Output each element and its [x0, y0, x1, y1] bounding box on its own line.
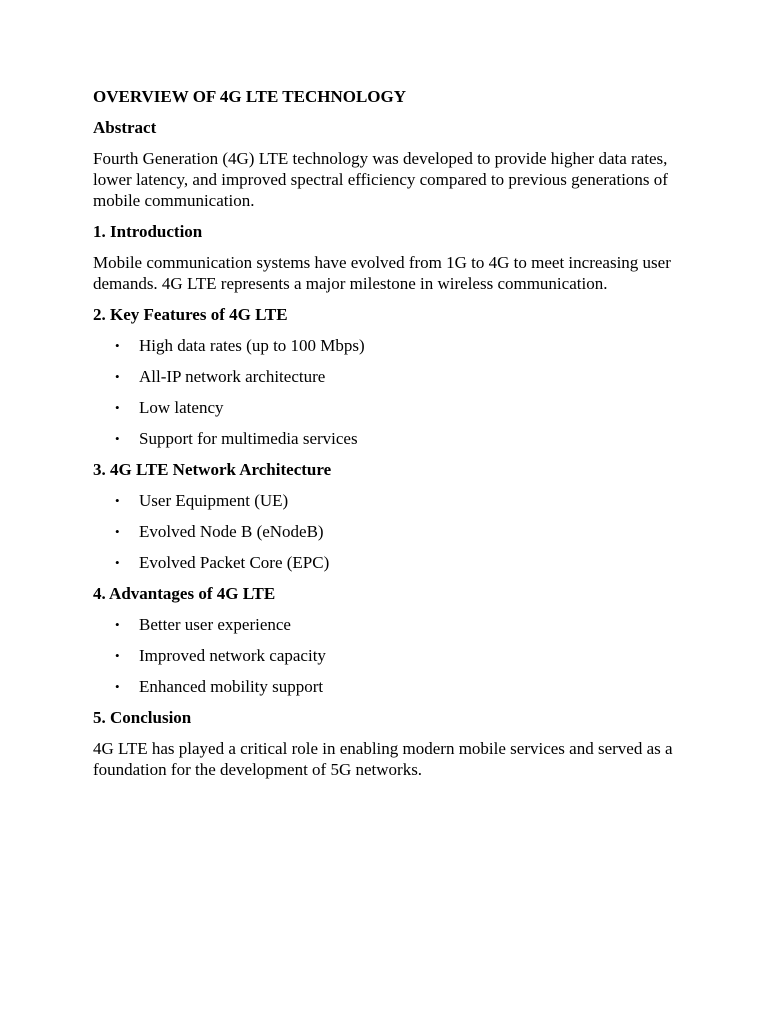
- list-item: [93, 552, 693, 574]
- section-text-conclusion: 4G LTE has played a critical role in enabling modern mobile services and served as a foundation for the development of 5G networks.: [93, 739, 673, 779]
- key-features-list: [93, 335, 693, 450]
- list-item: [93, 428, 693, 450]
- list-item: [93, 645, 693, 667]
- list-item-text: High data rates (up to 100 Mbps): [139, 336, 365, 355]
- document-title: OVERVIEW OF 4G LTE TECHNOLOGY: [93, 87, 407, 106]
- list-item: [93, 335, 693, 357]
- list-item-text: Evolved Node B (eNodeB): [139, 522, 324, 541]
- list-item: [93, 366, 693, 388]
- section-heading-conclusion: 5. Conclusion: [93, 708, 192, 727]
- bullet-icon: •: [115, 524, 120, 539]
- section-heading-key-features: 2. Key Features of 4G LTE: [93, 305, 288, 324]
- list-item: [93, 490, 693, 512]
- list-item-text: Enhanced mobility support: [139, 677, 324, 696]
- section-text-introduction: Mobile communication systems have evolved from 1G to 4G to meet increasing user demands. 4G LTE represents a major milestone in wireless communication.: [93, 253, 671, 293]
- section-heading-network-architecture: 3. 4G LTE Network Architecture: [93, 460, 332, 479]
- bullet-icon: •: [115, 493, 120, 508]
- section-heading-advantages: 4. Advantages of 4G LTE: [93, 584, 276, 603]
- document-page: [93, 86, 693, 790]
- bullet-icon: •: [115, 555, 120, 570]
- bullet-icon: •: [115, 400, 120, 415]
- list-item-text: All-IP network architecture: [139, 367, 326, 386]
- list-item: [93, 521, 693, 543]
- abstract-text: Fourth Generation (4G) LTE technology was developed to provide higher data rates, lower latency, and improved spectral efficiency compared to previous generations of mobile communication.: [93, 149, 668, 210]
- list-item: [93, 614, 693, 636]
- list-item-text: Improved network capacity: [139, 646, 326, 665]
- list-item: [93, 676, 693, 698]
- bullet-icon: •: [115, 648, 120, 663]
- section-heading-introduction: 1. Introduction: [93, 222, 203, 241]
- advantages-list: [93, 614, 693, 698]
- list-item-text: Support for multimedia services: [139, 429, 358, 448]
- bullet-icon: •: [115, 617, 120, 632]
- bullet-icon: •: [115, 338, 120, 353]
- bullet-icon: •: [115, 369, 120, 384]
- list-item-text: Evolved Packet Core (EPC): [139, 553, 330, 572]
- list-item-text: Low latency: [139, 398, 224, 417]
- list-item-text: User Equipment (UE): [139, 491, 289, 510]
- network-architecture-list: [93, 490, 693, 574]
- list-item-text: Better user experience: [139, 615, 291, 634]
- bullet-icon: •: [115, 431, 120, 446]
- bullet-icon: •: [115, 679, 120, 694]
- abstract-heading: Abstract: [93, 118, 157, 137]
- list-item: [93, 397, 693, 419]
